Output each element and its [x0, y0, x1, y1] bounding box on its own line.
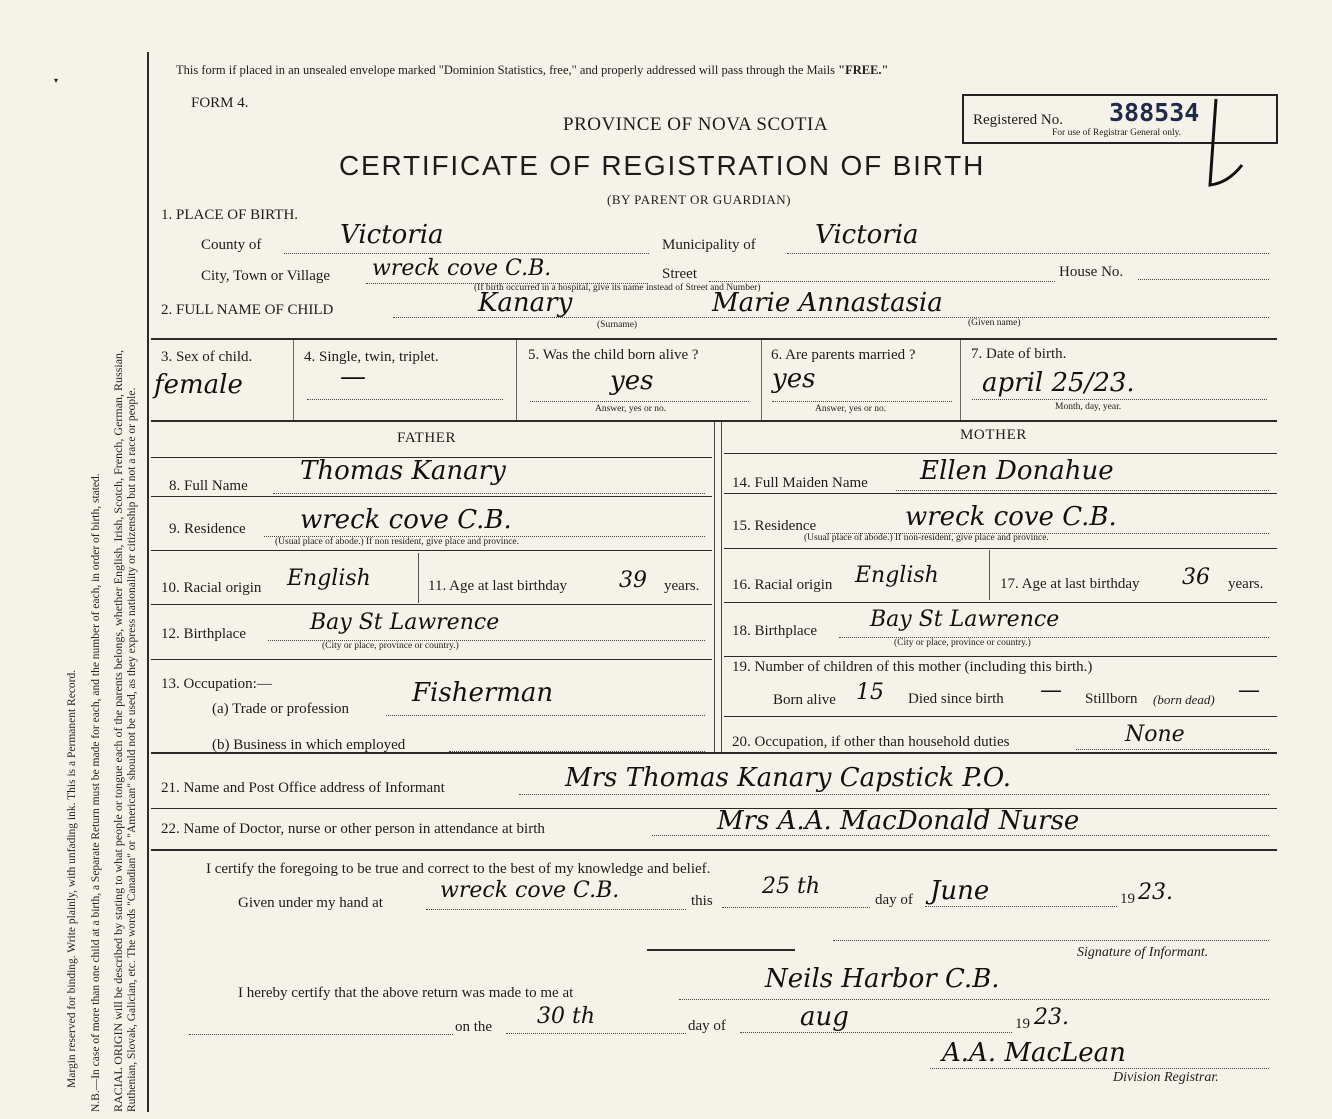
registrar-year-prefix: 19: [1015, 1016, 1030, 1032]
father-residence-label: 9. Residence: [169, 521, 246, 537]
place-of-birth-heading: 1. PLACE OF BIRTH.: [161, 207, 299, 223]
mother-race-value: English: [855, 563, 939, 588]
mother-residence-value: wreck cove C.B.: [905, 502, 1117, 532]
registrar-place-value: Neils Harbor C.B.: [765, 964, 1000, 994]
parents-married-field-line: [772, 401, 952, 402]
registrar-leading-line: [189, 1034, 453, 1035]
father-name-field-line: [273, 493, 705, 494]
parents-married-note: Answer, yes or no.: [815, 404, 887, 414]
born-alive-label: 5. Was the child born alive ?: [528, 347, 699, 363]
stillborn-label: Stillborn: [1085, 691, 1138, 707]
doctor-rule: [151, 849, 1277, 851]
house-number-label: House No.: [1059, 264, 1124, 280]
county-value: Victoria: [340, 220, 444, 250]
single-twin-label: 4. Single, twin, triplet.: [304, 349, 439, 365]
father-heading: FATHER: [397, 430, 457, 446]
informant-value: Mrs Thomas Kanary Capstick P.O.: [565, 763, 1011, 793]
certify-statement: I certify the foregoing to be true and correct to the best of my knowledge and belief.: [206, 861, 711, 877]
father-age-label: 11. Age at last birthday: [428, 578, 567, 594]
sex-value: female: [154, 370, 243, 400]
mother-rule-1: [724, 453, 1277, 454]
given-month-value: June: [930, 876, 990, 906]
father-trade-field-line: [386, 715, 705, 716]
single-twin-field-line: [307, 399, 503, 400]
child-surname: Kanary: [478, 288, 573, 318]
informant-signature-caption: Signature of Informant.: [1077, 945, 1209, 960]
father-name-value: Thomas Kanary: [300, 456, 506, 486]
date-of-birth-field-line: [972, 399, 1267, 400]
stillborn-note: (born dead): [1153, 692, 1215, 707]
child-given-name: Marie Annastasia: [712, 288, 943, 318]
mother-birthplace-label: 18. Birthplace: [732, 623, 817, 639]
parents-married-label: 6. Are parents married ?: [771, 347, 916, 363]
municipality-value: Victoria: [815, 220, 919, 250]
house-number-field-line: [1138, 279, 1269, 280]
father-race-label: 10. Racial origin: [161, 580, 262, 596]
given-month-field-line: [925, 906, 1117, 907]
row3-divider-3: [761, 340, 762, 420]
mother-occupation-field-line: [1076, 749, 1269, 750]
father-race-divider: [418, 553, 419, 603]
registrar-signature: A.A. MacLean: [942, 1038, 1126, 1068]
mother-birthplace-note: (City or place, province or country.): [894, 638, 1031, 648]
mother-children-label: 19. Number of children of this mother (including this birth.): [732, 659, 1093, 675]
father-race-value: English: [287, 566, 371, 591]
registrar-check-mark-icon: [1198, 95, 1258, 195]
father-birthplace-label: 12. Birthplace: [161, 626, 246, 642]
city-value: wreck cove C.B.: [372, 256, 552, 281]
mother-rule-4: [724, 602, 1277, 603]
mother-race-label: 16. Racial origin: [732, 577, 833, 593]
born-alive-value: yes: [610, 366, 654, 396]
father-rule-2: [151, 496, 712, 497]
doctor-value: Mrs A.A. MacDonald Nurse: [717, 806, 1080, 836]
registrar-note: For use of Registrar General only.: [1052, 128, 1182, 138]
stillborn-value: —: [1238, 678, 1260, 703]
informant-rule: [151, 808, 1277, 809]
margin-note-binding: Margin reserved for binding. Write plainly, with unfading ink. This is a Permanent Record.: [66, 669, 78, 1088]
form-number: FORM 4.: [191, 95, 249, 111]
given-year-prefix: 19: [1120, 891, 1135, 907]
mother-age-value: 36: [1182, 565, 1210, 590]
margin-note-canadian: Ruthenian, Slovak, Galician, etc. The words "Canadian" or "American" should not be used, as they express nationality or citizenship but not a race or people.: [126, 387, 138, 1112]
registrar-place-field-line: [679, 999, 1269, 1000]
given-this-label: this: [691, 893, 713, 909]
date-of-birth-note: Month, day, year.: [1055, 402, 1122, 412]
father-age-years: years.: [664, 578, 700, 594]
sex-label: 3. Sex of child.: [161, 349, 253, 365]
father-age-value: 39: [619, 568, 647, 593]
mother-age-label: 17. Age at last birthday: [1000, 576, 1140, 592]
column-divider-right: [721, 422, 722, 752]
mother-occupation-value: None: [1125, 722, 1185, 747]
informant-label: 21. Name and Post Office address of Informant: [161, 780, 445, 796]
registered-label: Registered No.: [973, 112, 1063, 128]
mother-name-label: 14. Full Maiden Name: [732, 475, 868, 491]
father-birthplace-note: (City or place, province or country.): [322, 641, 459, 651]
single-twin-value: —: [340, 362, 366, 392]
page-title: CERTIFICATE OF REGISTRATION OF BIRTH: [339, 150, 986, 181]
died-since-birth-label: Died since birth: [908, 691, 1004, 707]
father-business-label: (b) Business in which employed: [212, 737, 406, 753]
registrar-month-value: aug: [800, 1002, 849, 1032]
municipality-label: Municipality of: [662, 237, 756, 253]
registrar-month-field-line: [740, 1032, 1012, 1033]
father-occupation-label: 13. Occupation:—: [161, 676, 272, 692]
given-name-note: (Given name): [968, 318, 1021, 328]
column-divider-left: [714, 422, 715, 752]
mother-age-years: years.: [1228, 576, 1264, 592]
mother-occupation-label: 20. Occupation, if other than household duties: [732, 734, 1010, 750]
father-residence-value: wreck cove C.B.: [300, 505, 512, 535]
father-name-label: 8. Full Name: [169, 478, 248, 494]
mother-rule-3: [724, 548, 1277, 549]
father-birthplace-value: Bay St Lawrence: [310, 610, 500, 635]
date-of-birth-value: april 25/23.: [982, 368, 1135, 398]
province-title: PROVINCE OF NOVA SCOTIA: [563, 114, 829, 135]
mother-residence-label: 15. Residence: [732, 518, 817, 534]
margin-note-racial-origin: RACIAL ORIGIN will be described by stating to what people or tongue each of the parents belongs, whether English, Irish, Scotch, French, German, Russian,: [111, 349, 125, 1112]
mother-name-field-line: [896, 490, 1269, 491]
registrar-signature-line: [930, 1068, 1269, 1069]
row3-divider-1: [293, 340, 294, 420]
mother-birthplace-value: Bay St Lawrence: [870, 607, 1060, 632]
parents-married-value: yes: [772, 364, 816, 394]
father-trade-label: (a) Trade or profession: [212, 701, 350, 717]
born-alive-note: Answer, yes or no.: [595, 404, 667, 414]
mother-rule-5: [724, 656, 1277, 657]
given-day-of-label: day of: [875, 892, 913, 908]
registrar-on-the-label: on the: [455, 1019, 493, 1035]
mother-rule-2: [724, 493, 1277, 494]
given-at-field-line: [426, 909, 686, 910]
registrar-title: Division Registrar.: [1113, 1070, 1219, 1085]
mother-name-value: Ellen Donahue: [920, 456, 1114, 486]
given-year-value: 23.: [1138, 880, 1173, 905]
mother-race-divider: [989, 550, 990, 600]
father-rule-3: [151, 550, 712, 551]
father-rule-4: [151, 604, 712, 605]
informant-field-line: [519, 794, 1269, 795]
registrar-day-of-label: day of: [688, 1018, 726, 1034]
mother-residence-note: (Usual place of abode.) If non-resident, give place and province.: [804, 533, 1049, 543]
died-since-birth-value: —: [1040, 678, 1062, 703]
county-field-line: [284, 253, 649, 254]
mail-notice: This form if placed in an unsealed envelope marked "Dominion Statistics, free," and properly addressed will pass through the Mails "FREE.": [176, 63, 889, 77]
row3-top-rule: [151, 338, 1277, 340]
row3-divider-4: [960, 340, 961, 420]
registrar-year-value: 23.: [1034, 1005, 1069, 1030]
mother-heading: MOTHER: [960, 427, 1027, 443]
given-day-field-line: [722, 907, 870, 908]
street-label: Street: [662, 266, 697, 282]
born-alive-count-label: Born alive: [773, 692, 836, 708]
margin-note-multiple-births: N.B.—In case of more than one child at a birth, a Separate Return must be made for each, and the number of each, in order of birth, stated.: [90, 473, 102, 1112]
margin-mark: ▾: [54, 76, 59, 85]
date-of-birth-label: 7. Date of birth.: [971, 346, 1067, 362]
child-name-label: 2. FULL NAME OF CHILD: [161, 302, 334, 318]
given-day-value: 25 th: [762, 874, 820, 899]
registrar-day-value: 30 th: [537, 1004, 595, 1029]
father-business-field-line: [449, 751, 705, 752]
father-residence-note: (Usual place of abode.) If non resident, give place and province.: [275, 537, 519, 547]
county-label: County of: [201, 237, 262, 253]
registered-number: 388534: [1109, 98, 1200, 127]
doctor-label: 22. Name of Doctor, nurse or other person in attendance at birth: [161, 821, 545, 837]
given-at-label: Given under my hand at: [238, 895, 383, 911]
mother-rule-6: [724, 716, 1277, 717]
signature-short-rule: [647, 949, 795, 951]
surname-note: (Surname): [597, 320, 638, 330]
binding-margin-line: [147, 52, 149, 1112]
born-alive-count-value: 15: [856, 680, 884, 705]
father-rule-5: [151, 659, 712, 660]
street-field-line: [709, 281, 1055, 282]
hospital-note: (If birth occurred in a hospital, give its name instead of Street and Number): [474, 283, 761, 293]
page-subtitle: (BY PARENT OR GUARDIAN): [607, 192, 792, 207]
father-trade-value: Fisherman: [412, 678, 554, 708]
informant-signature-line: [833, 940, 1269, 941]
row3-divider-2: [516, 340, 517, 420]
given-at-value: wreck cove C.B.: [440, 878, 620, 903]
city-label: City, Town or Village: [201, 268, 331, 284]
born-alive-field-line: [530, 401, 749, 402]
registrar-statement: I hereby certify that the above return was made to me at: [238, 985, 574, 1001]
registrar-day-field-line: [506, 1033, 686, 1034]
municipality-field-line: [787, 253, 1269, 254]
